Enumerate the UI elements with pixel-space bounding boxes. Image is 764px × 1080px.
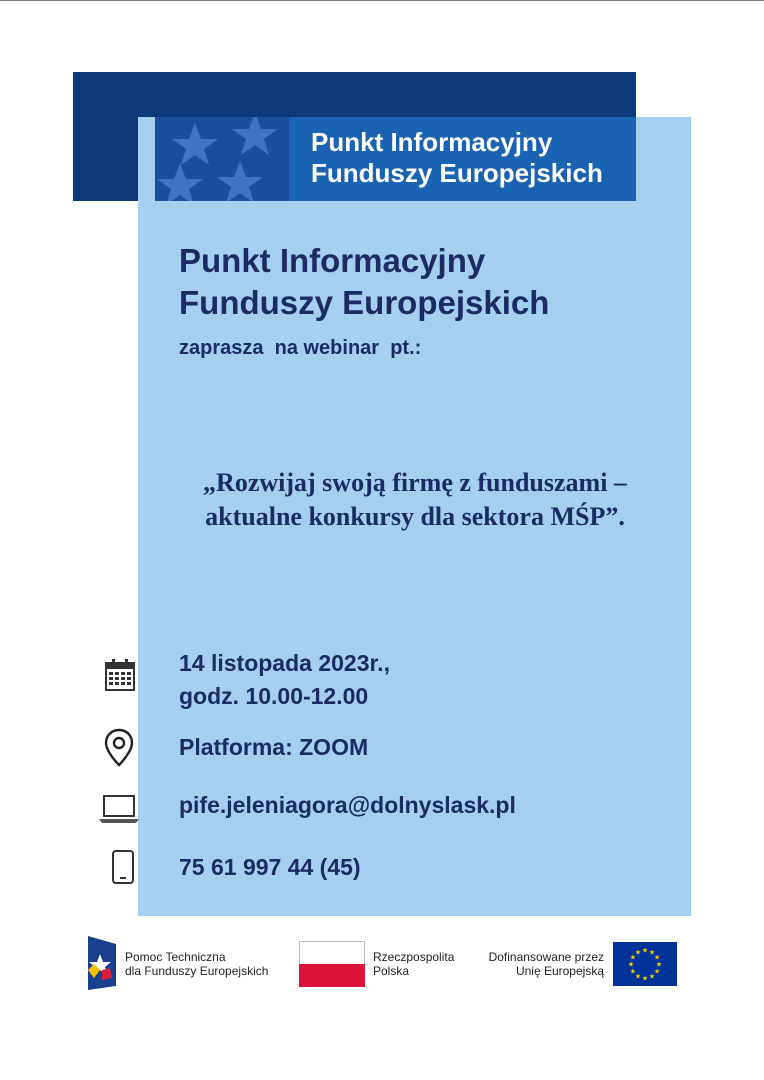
heading-line2: Funduszy Europejskich bbox=[179, 284, 550, 321]
header-logo-line2: Funduszy Europejskich bbox=[311, 158, 603, 188]
eu-star-icon: ★ bbox=[648, 949, 656, 957]
invite-text: zaprasza na webinar pt.: bbox=[179, 337, 422, 359]
webinar-title-line1: „Rozwijaj swoją firmę z funduszami – bbox=[203, 468, 627, 497]
footer-logo1-line2: dla Funduszy Europejskich bbox=[125, 964, 269, 978]
eu-star-icon: ★ bbox=[641, 947, 649, 955]
eu-star-icon: ★ bbox=[641, 975, 649, 983]
event-time: godz. 10.00-12.00 bbox=[179, 683, 369, 709]
eu-star-icon: ★ bbox=[648, 973, 656, 981]
footer-logo1-text bbox=[125, 950, 268, 978]
eu-star-icon: ★ bbox=[629, 954, 637, 962]
event-date-block bbox=[179, 647, 390, 713]
header-logo-text bbox=[311, 127, 603, 189]
page-heading bbox=[179, 240, 549, 324]
event-date: 14 listopada 2023r., bbox=[179, 650, 390, 676]
calendar-icon bbox=[104, 658, 136, 697]
footer-logo2-text bbox=[373, 950, 454, 978]
event-platform: Platforma: ZOOM bbox=[179, 734, 369, 760]
footer-logo3-text bbox=[484, 950, 604, 978]
eu-star-icon: ★ bbox=[634, 973, 642, 981]
eu-star-icon: ★ bbox=[627, 961, 635, 969]
contact-phone[interactable]: 75 61 997 44 (45) bbox=[179, 854, 361, 880]
contact-email[interactable]: pife.jeleniagora@dolnyslask.pl bbox=[179, 792, 516, 818]
eu-star-icon: ★ bbox=[653, 968, 661, 976]
webinar-title-line2: aktualne konkursy dla sektora MŚP”. bbox=[205, 502, 625, 531]
webinar-title bbox=[150, 466, 680, 534]
laptop-icon bbox=[98, 794, 140, 829]
footer-logo3-line2: Unię Europejską bbox=[515, 964, 604, 978]
location-pin-icon bbox=[104, 728, 134, 773]
footer-logo2-line2: Polska bbox=[373, 964, 410, 978]
eu-star-icon: ★ bbox=[634, 949, 642, 957]
mobile-phone-icon bbox=[111, 849, 135, 890]
header-logo-line1: Punkt Informacyjny bbox=[311, 127, 553, 157]
eu-star-icon: ★ bbox=[629, 968, 637, 976]
ffe-logo-icon bbox=[86, 934, 118, 997]
eu-flag-icon bbox=[613, 942, 677, 991]
header-logo bbox=[155, 117, 636, 201]
footer-logo1-line1: Pomoc Techniczna bbox=[125, 950, 226, 964]
top-border-line bbox=[0, 0, 764, 1]
eu-star-icon: ★ bbox=[653, 954, 661, 962]
footer-logo2-line1: Rzeczpospolita bbox=[373, 950, 455, 964]
eu-stars-graphic-icon bbox=[155, 117, 289, 201]
eu-star-icon: ★ bbox=[655, 961, 663, 969]
footer-logo3-line1: Dofinansowane przez bbox=[488, 950, 604, 964]
poland-flag-icon bbox=[299, 941, 365, 992]
heading-line1: Punkt Informacyjny bbox=[179, 242, 486, 279]
